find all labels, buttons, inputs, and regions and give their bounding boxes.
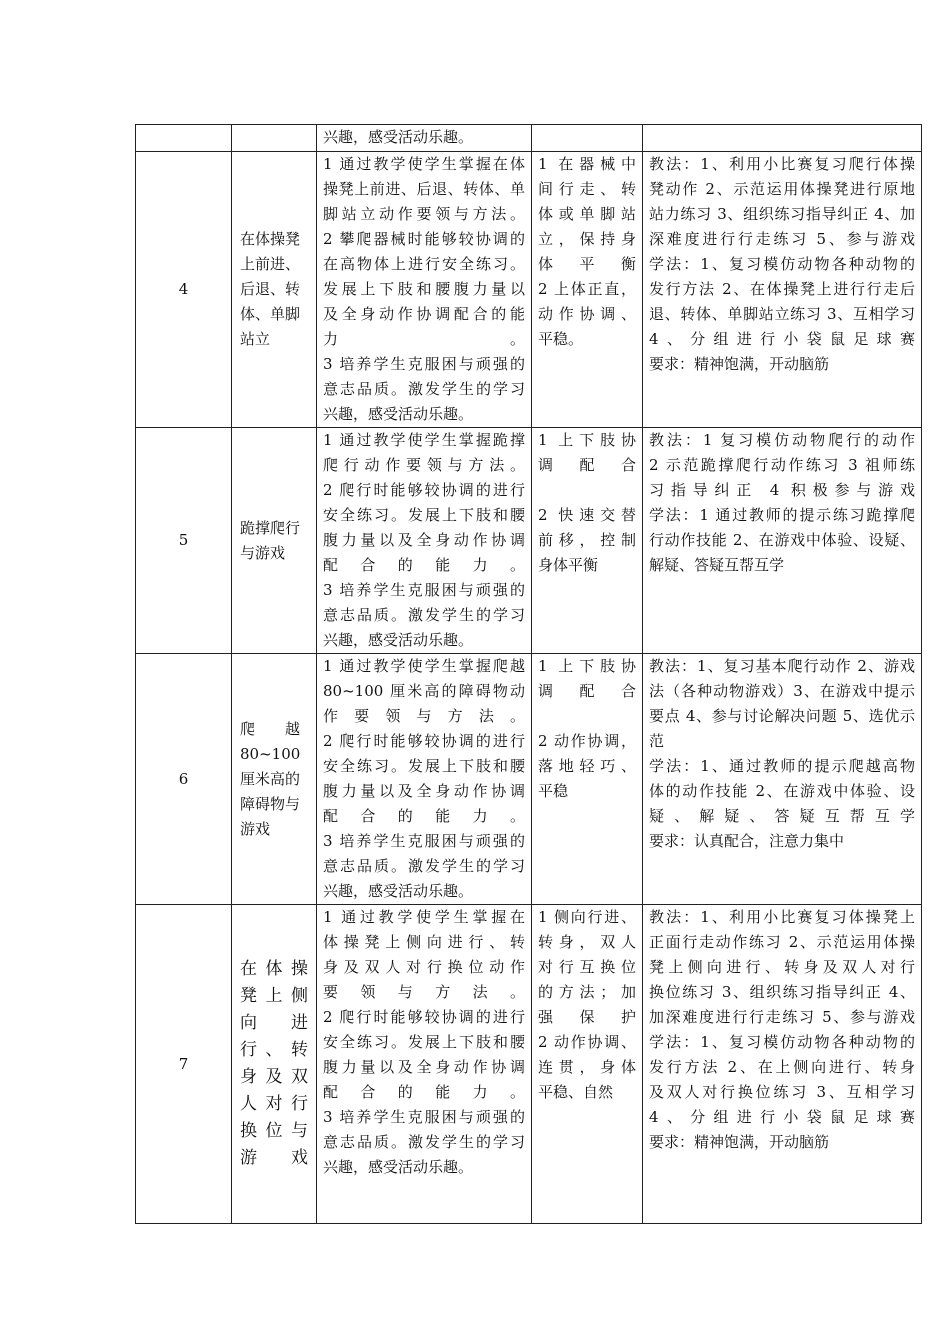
teaching-methods [643, 152, 922, 428]
text-line: 1 通过教学使学生掌握爬越 [323, 657, 525, 675]
text-line: 1 在器械中 [538, 155, 636, 173]
text-line [538, 478, 636, 503]
text-line: 立，保持身 [538, 230, 636, 248]
text-line: 发展上下肢和腰腹力量以 [323, 280, 525, 298]
text-line: 调配合 [538, 682, 636, 700]
teaching-methods [643, 428, 922, 654]
text-line: 意志品质。激发学生的学习 [323, 1133, 525, 1151]
text-line: 凳动作 2、示范运用体操凳进行原地 [649, 180, 915, 198]
text-line: 配合的能力。 [323, 1083, 525, 1101]
text-line: 腹力量以及全身动作协调 [323, 531, 525, 549]
text-line: 2 爬行时能够较协调的进行 [323, 481, 525, 499]
text-line: 2 示范跪撑爬行动作练习 3 祖师练 [649, 456, 915, 474]
key-points [532, 428, 643, 654]
text-line: 1 上下肢协 [538, 431, 636, 449]
text-line: 要求：认真配合，注意力集中 [649, 832, 845, 850]
topic-line: 80~100 [240, 744, 301, 763]
lesson-number: 7 [136, 905, 232, 1224]
text-line: 2 上体正直， [538, 280, 636, 298]
text-line: 体操凳上侧向进行、转 [323, 933, 525, 951]
text-line: 80~100 厘米高的障碍物动 [323, 682, 525, 700]
text-line: 站力练习 3、组织练习指导纠正 4、加 [649, 205, 915, 223]
text-line: 平稳 [538, 782, 569, 800]
table-row [136, 152, 922, 428]
topic-line: 站立 [240, 330, 271, 348]
text-line: 1 侧向行进、 [538, 908, 636, 926]
text-line: 力。 [323, 330, 525, 348]
topic-line: 上前进、 [240, 255, 301, 273]
lesson-topic [232, 428, 317, 654]
text-line: 调配合 [538, 456, 636, 474]
text-line: 要点 4、参与讨论解决问题 5、选优示 [649, 707, 915, 725]
text-line: 2 爬行时能够较协调的进行 [323, 732, 525, 750]
text-line: 兴趣，感受活动乐趣。 [323, 1158, 474, 1176]
text-line: 习指导纠正 4 积极参与游戏 [649, 481, 915, 499]
text-line: 1 通过教学使学生掌握在 [323, 908, 525, 926]
teaching-methods [643, 654, 922, 905]
text-line: 及双人对行换位练习 3、互相学习 [649, 1083, 915, 1101]
text-line: 平稳、自然 [538, 1083, 614, 1101]
text-line: 法（各种动物游戏）3、在游戏中提示 [649, 682, 915, 700]
topic-line: 凳上侧 [240, 986, 308, 1006]
text-line: 教法：1、利用小比赛复习体操凳上 [649, 908, 915, 926]
text-line: 动作协调、 [538, 305, 636, 323]
table-row [136, 905, 922, 1224]
topic-line: 与游戏 [240, 543, 286, 562]
text-line: 脚站立动作要领与方法。 [323, 205, 525, 223]
text-line: 在高物体上进行安全练习。 [323, 255, 525, 273]
topic-line: 跪撑爬行 [240, 518, 301, 537]
text-line: 间行走、转 [538, 180, 636, 198]
text-line: 兴趣，感受活动乐趣。 [323, 128, 474, 146]
lesson-number [136, 125, 232, 152]
text-line: 教法：1、复习基本爬行动作 2、游戏 [649, 657, 915, 675]
text-line: 安全练习。发展上下肢和腰 [323, 757, 525, 775]
teaching-goals [317, 905, 532, 1224]
text-line: 解疑、答疑互帮互学 [649, 556, 785, 574]
text-line: 范 [649, 732, 665, 750]
text-line: 配合的能力。 [323, 556, 525, 574]
text-line: 深难度进行行走练习 5、参与游戏 [649, 230, 915, 248]
text-line: 体或单脚站 [538, 205, 636, 223]
text-line: 3 培养学生克服困与顽强的 [323, 355, 525, 373]
topic-line: 后退、转 [240, 280, 301, 298]
text-line: 凳上侧向进行、转身及双人对行 [649, 958, 915, 976]
text-line: 行动作技能 2、在游戏中体验、设疑、 [649, 531, 915, 549]
key-points [532, 152, 643, 428]
text-line: 意志品质。激发学生的学习 [323, 606, 525, 624]
teaching-goals [317, 125, 532, 152]
lesson-topic [232, 654, 317, 905]
text-line: 兴趣，感受活动乐趣。 [323, 405, 474, 423]
text-line: 兴趣，感受活动乐趣。 [323, 631, 474, 649]
topic-line: 障碍物与 [240, 794, 301, 813]
text-line: 配合的能力。 [323, 807, 525, 825]
text-line: 作要领与方法。 [323, 707, 525, 725]
text-line: 对行互换位 [538, 958, 636, 976]
text-line: 学法：1、复习模仿动物各种动物的 [649, 255, 915, 273]
topic-line: 在体操凳 [240, 230, 301, 248]
text-line: 兴趣，感受活动乐趣。 [323, 882, 474, 900]
topic-line: 游戏 [240, 819, 271, 838]
lesson-topic [232, 905, 317, 1224]
text-line: 发行方法 2、在体操凳上进行行走后 [649, 280, 915, 298]
text-line: 平稳。 [538, 330, 584, 348]
text-line: 要求：精神饱满，开动脑筋 [649, 1133, 830, 1151]
key-points [532, 905, 643, 1224]
text-line: 爬行动作要领与方法。 [323, 456, 525, 474]
text-line: 转身，双人 [538, 933, 636, 951]
key-points [532, 654, 643, 905]
topic-line: 厘米高的 [240, 769, 301, 788]
text-line: 1 通过教学使学生掌握在体 [323, 155, 525, 173]
teaching-goals [317, 152, 532, 428]
text-line: 操凳上前进、后退、转体、单 [323, 180, 525, 198]
topic-line: 爬 越 [240, 719, 301, 738]
text-line: 退、转体、单脚站立练习 3、互相学习 [649, 305, 915, 323]
text-line: 意志品质。激发学生的学习 [323, 380, 525, 398]
text-line: 1 通过教学使学生掌握跪撑 [323, 431, 525, 449]
text-line: 强保护 [538, 1008, 636, 1026]
text-line: 学法：1 通过教师的提示练习跪撑爬 [649, 506, 915, 524]
text-line: 体的动作技能 2、在游戏中体验、设 [649, 782, 915, 800]
text-line: 加深难度进行行走练习 5、参与游戏 [649, 1008, 915, 1026]
teaching-methods [643, 125, 922, 152]
lesson-number: 5 [136, 428, 232, 654]
text-line: 连贯，身体 [538, 1058, 636, 1076]
topic-line: 向 进 [240, 1013, 308, 1033]
table-row [136, 428, 922, 654]
text-line: 前移，控制 [538, 531, 636, 549]
text-line: 2 动作协调、 [538, 1033, 636, 1051]
text-line: 4、分组进行小袋鼠足球赛 [649, 1108, 915, 1126]
text-line: 正面行走动作练习 2、示范运用体操 [649, 933, 915, 951]
text-line: 身及双人对行换位动作 [323, 958, 525, 976]
text-line: 疑、解疑、答疑互帮互学 [649, 807, 915, 825]
text-line: 腹力量以及全身动作协调 [323, 1058, 525, 1076]
lesson-number: 6 [136, 654, 232, 905]
topic-line: 游戏 [240, 1148, 308, 1168]
text-line: 学法：1、复习模仿动物各种动物的 [649, 1033, 915, 1051]
teaching-methods [643, 905, 922, 1224]
text-line: 2 爬行时能够较协调的进行 [323, 1008, 525, 1026]
text-line: 4、分组进行小袋鼠足球赛 [649, 330, 915, 348]
text-line: 要求：精神饱满，开动脑筋 [649, 355, 830, 373]
text-line: 身体平衡 [538, 556, 599, 574]
lesson-number: 4 [136, 152, 232, 428]
text-line: 2 攀爬器械时能够较协调的 [323, 230, 525, 248]
teaching-goals [317, 428, 532, 654]
topic-line: 换位与 [240, 1121, 308, 1141]
text-line: 安全练习。发展上下肢和腰 [323, 1033, 525, 1051]
topic-line: 体、单脚 [240, 305, 301, 323]
text-line [538, 704, 636, 729]
text-line: 学法：1、通过教师的提示爬越高物 [649, 757, 915, 775]
topic-line: 行、转 [240, 1040, 308, 1060]
key-points [532, 125, 643, 152]
text-line: 体平衡 [538, 255, 636, 273]
text-line: 2 动作协调， [538, 732, 636, 750]
text-line: 2 快速交替 [538, 506, 636, 524]
text-line: 要领与方法。 [323, 983, 525, 1001]
text-line: 3 培养学生克服困与顽强的 [323, 581, 525, 599]
table-row [136, 125, 922, 152]
table-row [136, 654, 922, 905]
text-line: 及全身动作协调配合的能 [323, 305, 525, 323]
lesson-topic [232, 152, 317, 428]
text-line: 1 上下肢协 [538, 657, 636, 675]
text-line: 落地轻巧、 [538, 757, 636, 775]
text-line: 教法：1 复习模仿动物爬行的动作 [649, 431, 915, 449]
topic-line: 在体操 [240, 959, 308, 979]
text-line: 3 培养学生克服困与顽强的 [323, 832, 525, 850]
text-line: 安全练习。发展上下肢和腰 [323, 506, 525, 524]
topic-line: 身及双 [240, 1067, 308, 1087]
text-line: 教法：1、利用小比赛复习爬行体操 [649, 155, 915, 173]
text-line: 换位练习 3、组织练习指导纠正 4、 [649, 983, 915, 1001]
text-line: 腹力量以及全身动作协调 [323, 782, 525, 800]
text-line: 发行方法 2、在上侧向进行、转身 [649, 1058, 915, 1076]
topic-line: 人对行 [240, 1094, 308, 1114]
lesson-topic [232, 125, 317, 152]
text-line: 3 培养学生克服困与顽强的 [323, 1108, 525, 1126]
text-line: 意志品质。激发学生的学习 [323, 857, 525, 875]
teaching-goals [317, 654, 532, 905]
text-line: 的方法；加 [538, 983, 636, 1001]
lesson-plan-table [135, 124, 922, 1224]
